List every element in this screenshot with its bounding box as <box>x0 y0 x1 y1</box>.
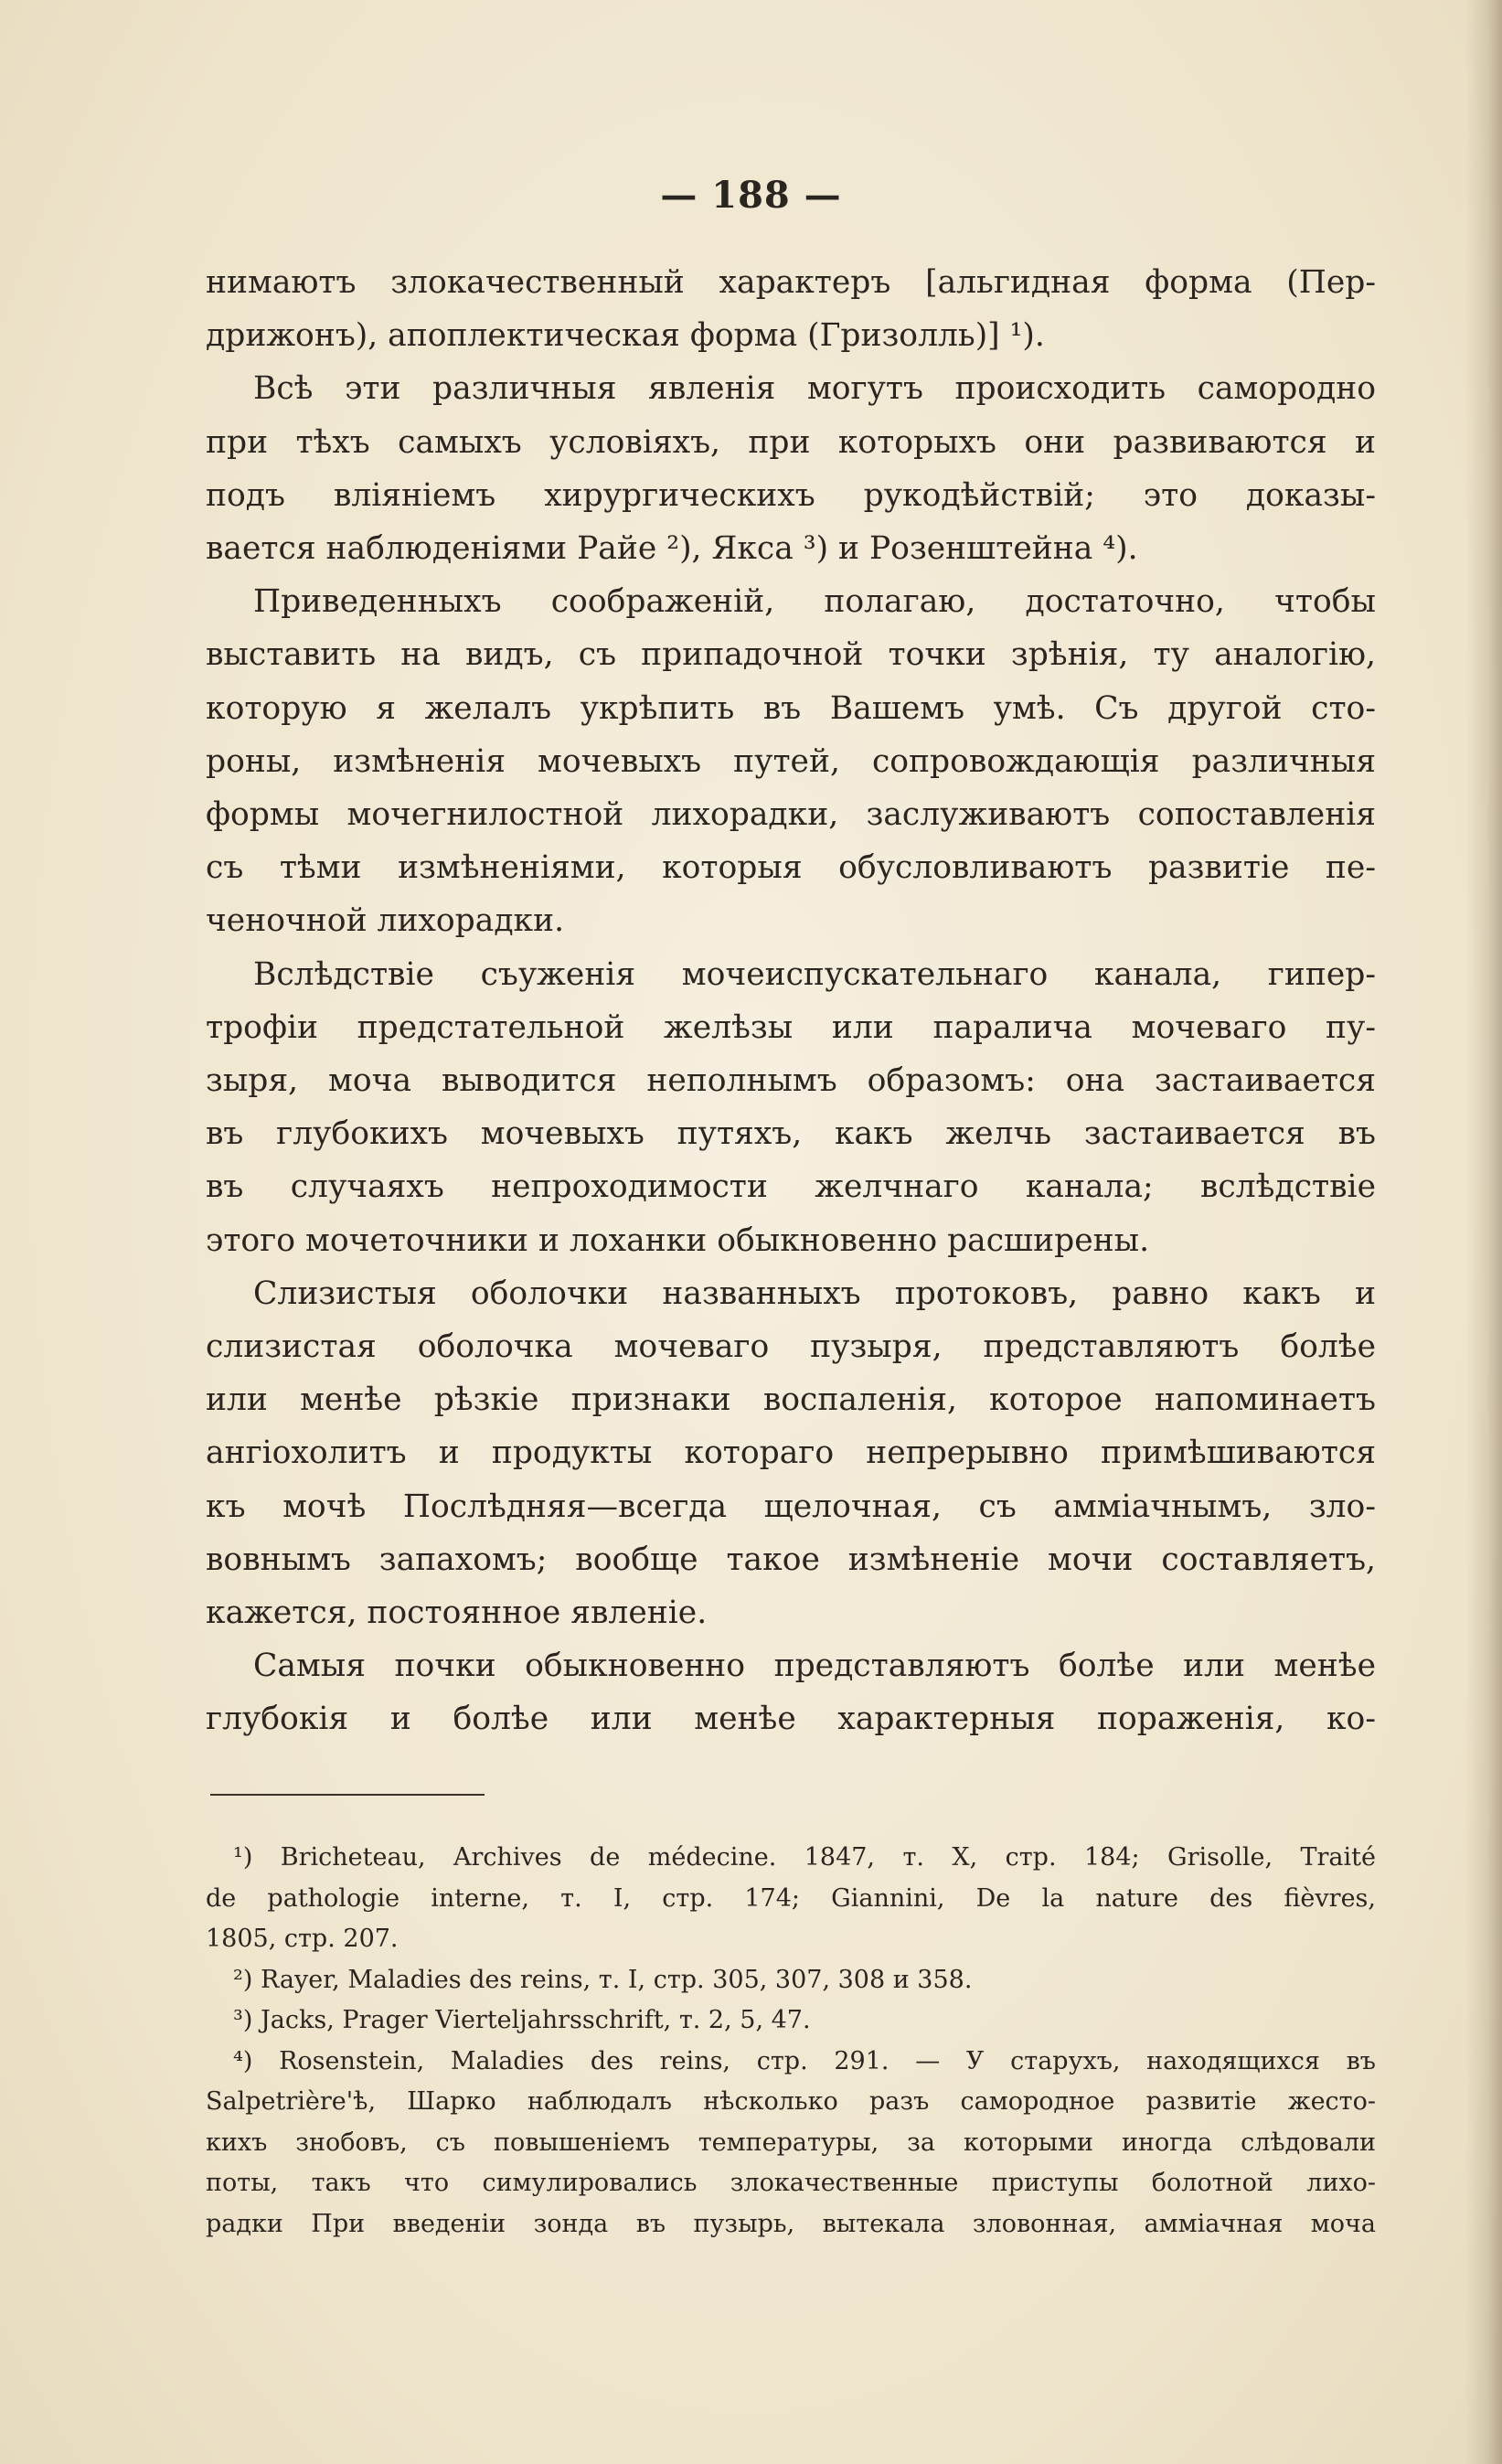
footnote-line: ²) Rayer, Maladies des reins, т. I, стр. 305, 307, 308 и 358. <box>233 1965 973 1994</box>
text-line: формы мочегнилостной лихорадки, заслуживаютъ сопоставленія <box>206 796 1376 834</box>
footnote-line: ³) Jacks, Prager Vierteljahrsschrift, т. 2, 5, 47. <box>233 2006 811 2034</box>
text-line: глубокія и болѣе или менѣе характерныя пораженія, ко- <box>206 1701 1376 1738</box>
text-line: съ тѣми измѣненіями, которыя обусловливаютъ развитіе пе- <box>206 849 1376 887</box>
text-line: слизистая оболочка мочеваго пузыря, представляютъ болѣе <box>206 1328 1376 1366</box>
footnote-line: Salpetrière'ѣ, Шарко наблюдалъ нѣсколько разъ самородное развитіе жесто- <box>206 2087 1376 2116</box>
footnote-line: ¹) Bricheteau, Archives de médecine. 1847, т. X, стр. 184; Grisolle, Traité <box>233 1843 1376 1872</box>
footnote-line: ⁴) Rosenstein, Maladies des reins, стр. 291. — У старухъ, находящихся въ <box>233 2046 1376 2075</box>
text-line: подъ вліяніемъ хирургическихъ рукодѣйствій; это доказы- <box>206 476 1376 514</box>
text-line: при тѣхъ самыхъ условіяхъ, при которыхъ они развиваются и <box>206 423 1376 461</box>
text-line: выставить на видъ, съ припадочной точки зрѣнія, ту аналогію, <box>206 636 1376 674</box>
text-line: Всѣ эти различныя явленія могутъ происходить самородно <box>253 370 1376 408</box>
text-line: Самыя почки обыкновенно представляютъ болѣе или менѣе <box>253 1648 1376 1685</box>
text-line: вовнымъ запахомъ; вообще такое измѣненіе мочи составляетъ, <box>206 1541 1376 1578</box>
text-line: зыря, моча выводится неполнымъ образомъ: она застаивается <box>206 1062 1376 1100</box>
text-line: которую я желалъ укрѣпить въ Вашемъ умѣ. Съ другой сто- <box>206 689 1376 727</box>
text-line: роны, измѣненія мочевыхъ путей, сопровождающія различныя <box>206 742 1376 780</box>
text-line: ченочной лихорадки. <box>206 902 565 940</box>
text-line: въ глубокихъ мочевыхъ путяхъ, какъ желчь застаивается въ <box>206 1115 1376 1153</box>
footnote-line: кихъ знобовъ, съ повышеніемъ температуры, за которыми иногда слѣдовали <box>206 2128 1376 2157</box>
page-number: — 188 — <box>660 174 842 217</box>
footnotes <box>206 1838 1376 2245</box>
text-line: Приведенныхъ соображеній, полагаю, достаточно, чтобы <box>253 583 1376 621</box>
footnote-line: радки При введеніи зонда въ пузырь, вытекала зловонная, амміачная моча <box>206 2209 1376 2238</box>
text-line: вается наблюденіями Райе ²), Якса ³) и Розенштейна ⁴). <box>206 530 1138 568</box>
footnote-line: de pathologie interne, т. I, стр. 174; Giannini, De la nature des fièvres, <box>206 1883 1376 1913</box>
main-text <box>206 256 1376 1746</box>
footnote-line: поты, такъ что симулировались злокачественные приступы болотной лихо- <box>206 2169 1376 2197</box>
text-line: Слизистыя оболочки названныхъ протоковъ, равно какъ и <box>253 1275 1376 1312</box>
text-line: или менѣе рѣзкіе признаки воспаленія, которое напоминаетъ <box>206 1381 1376 1419</box>
text-line: въ случаяхъ непроходимости желчнаго канала; вслѣдствіе <box>206 1168 1376 1206</box>
text-line: нимаютъ злокачественный характеръ [альгидная форма (Пер- <box>206 264 1376 301</box>
text-line: дрижонъ), апоплектическая форма (Гризолль)] ¹). <box>206 317 1045 355</box>
text-line: кажется, постоянное явленіе. <box>206 1595 708 1632</box>
text-line: ангіохолитъ и продукты котораго непрерывно примѣшиваются <box>206 1435 1376 1472</box>
text-line: къ мочѣ Послѣдняя—всегда щелочная, съ амміачнымъ, зло- <box>206 1488 1376 1525</box>
footnote-separator <box>210 1794 485 1796</box>
footnote-line: 1805, стр. 207. <box>206 1925 399 1953</box>
text-line: Вслѣдствіе съуженія мочеиспускательнаго канала, гипер- <box>253 955 1376 993</box>
page-spine-shadow <box>1465 0 1502 2464</box>
text-line: трофіи предстательной желѣзы или паралича мочеваго пу- <box>206 1008 1376 1046</box>
text-line: этого мочеточники и лоханки обыкновенно расширены. <box>206 1221 1150 1259</box>
